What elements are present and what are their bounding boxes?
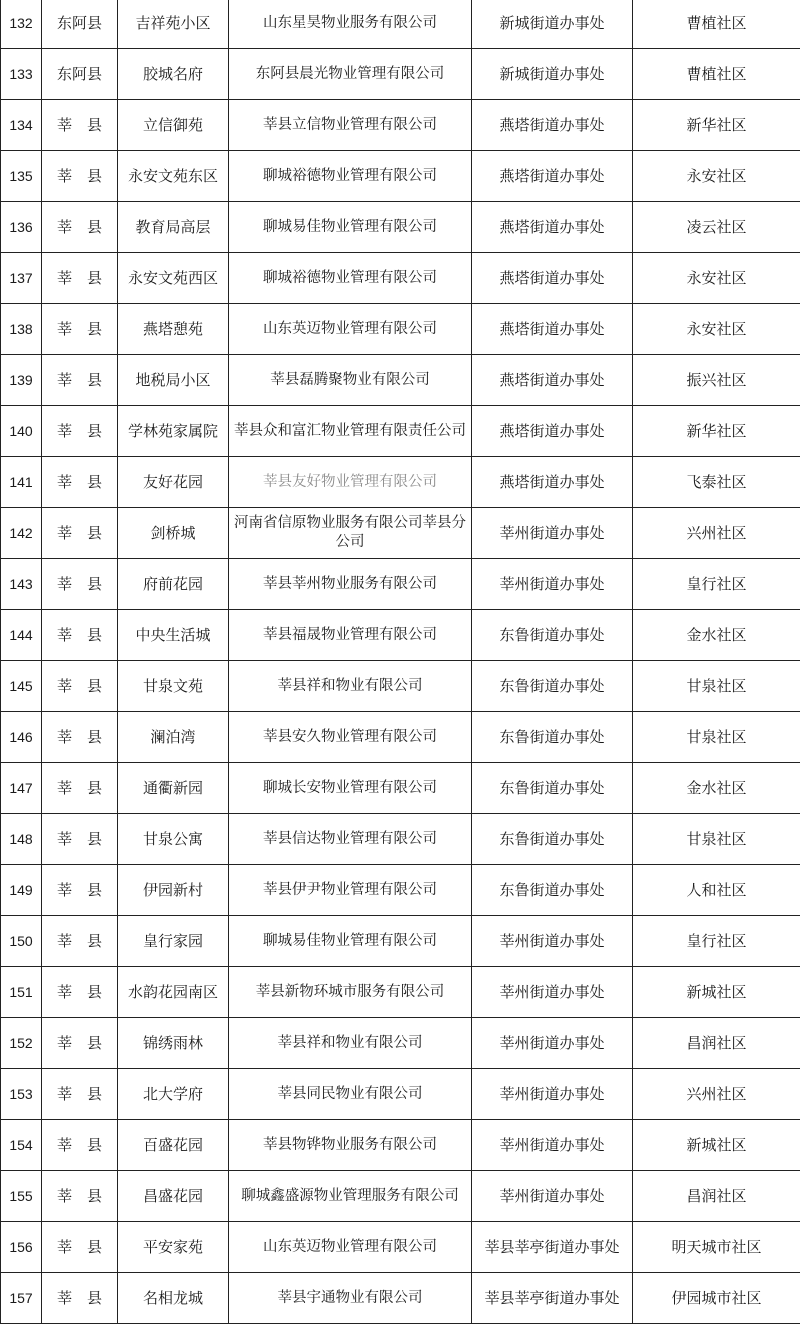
community-name-cell: 学林苑家属院	[118, 406, 229, 457]
table-row	[1, 712, 800, 763]
street-office-cell: 燕塔街道办事处	[472, 406, 633, 457]
community-name-cell: 水韵花园南区	[118, 967, 229, 1018]
row-number-cell: 157	[1, 1273, 42, 1324]
county-cell: 莘 县	[42, 151, 118, 202]
row-number-cell: 148	[1, 814, 42, 865]
street-office-cell: 新城街道办事处	[472, 0, 633, 49]
street-office-cell: 东鲁街道办事处	[472, 865, 633, 916]
table-row	[1, 814, 800, 865]
county-cell: 莘 县	[42, 1018, 118, 1069]
community-name-cell: 甘泉公寓	[118, 814, 229, 865]
row-number-cell: 149	[1, 865, 42, 916]
county-cell: 莘 县	[42, 814, 118, 865]
property-company-cell: 山东英迈物业管理有限公司	[229, 304, 472, 355]
county-cell: 莘 县	[42, 202, 118, 253]
property-company-cell: 河南省信原物业服务有限公司莘县分公司	[229, 508, 472, 559]
row-number-cell: 133	[1, 49, 42, 100]
street-office-cell: 莘州街道办事处	[472, 916, 633, 967]
row-number-cell: 135	[1, 151, 42, 202]
county-cell: 莘 县	[42, 1171, 118, 1222]
neighborhood-community-cell: 凌云社区	[633, 202, 800, 253]
table-row	[1, 1120, 800, 1171]
property-company-cell: 莘县磊腾聚物业有限公司	[229, 355, 472, 406]
property-company-cell: 山东星昊物业服务有限公司	[229, 0, 472, 49]
property-company-cell: 聊城长安物业管理有限公司	[229, 763, 472, 814]
table-row	[1, 0, 800, 49]
street-office-cell: 莘州街道办事处	[472, 1171, 633, 1222]
community-name-cell: 澜泊湾	[118, 712, 229, 763]
street-office-cell: 莘州街道办事处	[472, 508, 633, 559]
community-name-cell: 地税局小区	[118, 355, 229, 406]
property-company-cell: 莘县新物环城市服务有限公司	[229, 967, 472, 1018]
table-row	[1, 355, 800, 406]
community-name-cell: 名相龙城	[118, 1273, 229, 1324]
neighborhood-community-cell: 新城社区	[633, 967, 800, 1018]
property-company-cell: 莘县众和富汇物业管理有限责任公司	[229, 406, 472, 457]
neighborhood-community-cell: 皇行社区	[633, 916, 800, 967]
community-name-cell: 教育局高层	[118, 202, 229, 253]
community-name-cell: 平安家苑	[118, 1222, 229, 1273]
property-company-cell: 莘县信达物业管理有限公司	[229, 814, 472, 865]
row-number-cell: 136	[1, 202, 42, 253]
community-name-cell: 皇行家园	[118, 916, 229, 967]
table-row	[1, 916, 800, 967]
street-office-cell: 燕塔街道办事处	[472, 253, 633, 304]
county-cell: 莘 县	[42, 610, 118, 661]
neighborhood-community-cell: 金水社区	[633, 763, 800, 814]
property-company-cell: 莘县祥和物业有限公司	[229, 1018, 472, 1069]
property-company-cell: 莘县同民物业有限公司	[229, 1069, 472, 1120]
community-name-cell: 剑桥城	[118, 508, 229, 559]
table-row	[1, 406, 800, 457]
county-cell: 莘 县	[42, 1222, 118, 1273]
property-company-cell: 聊城易佳物业管理有限公司	[229, 202, 472, 253]
row-number-cell: 146	[1, 712, 42, 763]
county-cell: 莘 县	[42, 1120, 118, 1171]
neighborhood-community-cell: 皇行社区	[633, 559, 800, 610]
county-cell: 莘 县	[42, 304, 118, 355]
table-row	[1, 202, 800, 253]
street-office-cell: 东鲁街道办事处	[472, 763, 633, 814]
row-number-cell: 155	[1, 1171, 42, 1222]
table-row	[1, 1018, 800, 1069]
street-office-cell: 莘州街道办事处	[472, 1018, 633, 1069]
neighborhood-community-cell: 兴州社区	[633, 508, 800, 559]
neighborhood-community-cell: 伊园城市社区	[633, 1273, 800, 1324]
neighborhood-community-cell: 甘泉社区	[633, 712, 800, 763]
property-company-cell: 东阿县晨光物业管理有限公司	[229, 49, 472, 100]
row-number-cell: 147	[1, 763, 42, 814]
street-office-cell: 东鲁街道办事处	[472, 610, 633, 661]
row-number-cell: 142	[1, 508, 42, 559]
table-row	[1, 1273, 800, 1324]
county-cell: 莘 县	[42, 100, 118, 151]
community-name-cell: 甘泉文苑	[118, 661, 229, 712]
property-company-cell: 聊城裕德物业管理有限公司	[229, 151, 472, 202]
street-office-cell: 莘县莘亭街道办事处	[472, 1273, 633, 1324]
row-number-cell: 143	[1, 559, 42, 610]
neighborhood-community-cell: 永安社区	[633, 304, 800, 355]
property-company-cell: 莘县安久物业管理有限公司	[229, 712, 472, 763]
community-name-cell: 锦绣雨林	[118, 1018, 229, 1069]
community-name-cell: 永安文苑东区	[118, 151, 229, 202]
county-cell: 东阿县	[42, 0, 118, 49]
street-office-cell: 新城街道办事处	[472, 49, 633, 100]
table-row	[1, 1171, 800, 1222]
street-office-cell: 莘州街道办事处	[472, 967, 633, 1018]
property-company-cell: 莘县立信物业管理有限公司	[229, 100, 472, 151]
neighborhood-community-cell: 新华社区	[633, 100, 800, 151]
property-company-cell: 聊城易佳物业管理有限公司	[229, 916, 472, 967]
row-number-cell: 152	[1, 1018, 42, 1069]
street-office-cell: 莘州街道办事处	[472, 559, 633, 610]
table-body	[1, 0, 800, 1324]
neighborhood-community-cell: 金水社区	[633, 610, 800, 661]
table-row	[1, 304, 800, 355]
community-name-cell: 百盛花园	[118, 1120, 229, 1171]
community-name-cell: 伊园新村	[118, 865, 229, 916]
row-number-cell: 140	[1, 406, 42, 457]
community-name-cell: 通衢新园	[118, 763, 229, 814]
community-name-cell: 吉祥苑小区	[118, 0, 229, 49]
property-company-cell: 莘县福晟物业管理有限公司	[229, 610, 472, 661]
property-company-cell: 莘县祥和物业有限公司	[229, 661, 472, 712]
property-company-cell: 聊城鑫盛源物业管理服务有限公司	[229, 1171, 472, 1222]
community-name-cell: 中央生活城	[118, 610, 229, 661]
row-number-cell: 144	[1, 610, 42, 661]
county-cell: 莘 县	[42, 865, 118, 916]
neighborhood-community-cell: 飞泰社区	[633, 457, 800, 508]
street-office-cell: 东鲁街道办事处	[472, 712, 633, 763]
community-name-cell: 北大学府	[118, 1069, 229, 1120]
row-number-cell: 150	[1, 916, 42, 967]
property-company-cell: 莘县伊尹物业管理有限公司	[229, 865, 472, 916]
neighborhood-community-cell: 人和社区	[633, 865, 800, 916]
property-company-cell: 莘县莘州物业服务有限公司	[229, 559, 472, 610]
neighborhood-community-cell: 永安社区	[633, 253, 800, 304]
community-name-cell: 昌盛花园	[118, 1171, 229, 1222]
county-cell: 莘 县	[42, 406, 118, 457]
county-cell: 莘 县	[42, 916, 118, 967]
neighborhood-community-cell: 明天城市社区	[633, 1222, 800, 1273]
row-number-cell: 141	[1, 457, 42, 508]
county-cell: 莘 县	[42, 661, 118, 712]
property-company-cell: 莘县宇通物业有限公司	[229, 1273, 472, 1324]
street-office-cell: 燕塔街道办事处	[472, 355, 633, 406]
neighborhood-community-cell: 永安社区	[633, 151, 800, 202]
property-company-cell: 莘县友好物业管理有限公司	[229, 457, 472, 508]
property-company-cell: 莘县物铧物业服务有限公司	[229, 1120, 472, 1171]
table-row	[1, 1222, 800, 1273]
table-row	[1, 610, 800, 661]
community-name-cell: 立信御苑	[118, 100, 229, 151]
neighborhood-community-cell: 甘泉社区	[633, 661, 800, 712]
neighborhood-community-cell: 振兴社区	[633, 355, 800, 406]
street-office-cell: 燕塔街道办事处	[472, 151, 633, 202]
county-cell: 莘 县	[42, 763, 118, 814]
street-office-cell: 燕塔街道办事处	[472, 202, 633, 253]
table-row	[1, 1069, 800, 1120]
county-cell: 莘 县	[42, 253, 118, 304]
street-office-cell: 燕塔街道办事处	[472, 457, 633, 508]
neighborhood-community-cell: 曹植社区	[633, 49, 800, 100]
table-row	[1, 49, 800, 100]
table-row	[1, 100, 800, 151]
community-name-cell: 府前花园	[118, 559, 229, 610]
table-row	[1, 253, 800, 304]
county-cell: 东阿县	[42, 49, 118, 100]
community-name-cell: 永安文苑西区	[118, 253, 229, 304]
neighborhood-community-cell: 曹植社区	[633, 0, 800, 49]
property-company-cell: 聊城裕德物业管理有限公司	[229, 253, 472, 304]
street-office-cell: 莘州街道办事处	[472, 1069, 633, 1120]
neighborhood-community-cell: 昌润社区	[633, 1171, 800, 1222]
county-cell: 莘 县	[42, 559, 118, 610]
table-row	[1, 508, 800, 559]
row-number-cell: 156	[1, 1222, 42, 1273]
street-office-cell: 东鲁街道办事处	[472, 814, 633, 865]
county-cell: 莘 县	[42, 355, 118, 406]
property-company-cell: 山东英迈物业管理有限公司	[229, 1222, 472, 1273]
neighborhood-community-cell: 新华社区	[633, 406, 800, 457]
row-number-cell: 153	[1, 1069, 42, 1120]
row-number-cell: 132	[1, 0, 42, 49]
row-number-cell: 145	[1, 661, 42, 712]
neighborhood-community-cell: 昌润社区	[633, 1018, 800, 1069]
street-office-cell: 燕塔街道办事处	[472, 100, 633, 151]
county-cell: 莘 县	[42, 508, 118, 559]
row-number-cell: 138	[1, 304, 42, 355]
table-row	[1, 151, 800, 202]
street-office-cell: 莘县莘亭街道办事处	[472, 1222, 633, 1273]
table-row	[1, 559, 800, 610]
street-office-cell: 莘州街道办事处	[472, 1120, 633, 1171]
table-row	[1, 967, 800, 1018]
table-row	[1, 661, 800, 712]
row-number-cell: 134	[1, 100, 42, 151]
row-number-cell: 154	[1, 1120, 42, 1171]
street-office-cell: 燕塔街道办事处	[472, 304, 633, 355]
county-cell: 莘 县	[42, 1069, 118, 1120]
neighborhood-community-cell: 新城社区	[633, 1120, 800, 1171]
row-number-cell: 137	[1, 253, 42, 304]
street-office-cell: 东鲁街道办事处	[472, 661, 633, 712]
county-cell: 莘 县	[42, 712, 118, 763]
county-cell: 莘 县	[42, 1273, 118, 1324]
community-name-cell: 友好花园	[118, 457, 229, 508]
community-name-cell: 胶城名府	[118, 49, 229, 100]
table-row	[1, 763, 800, 814]
neighborhood-community-cell: 甘泉社区	[633, 814, 800, 865]
county-cell: 莘 县	[42, 967, 118, 1018]
county-cell: 莘 县	[42, 457, 118, 508]
neighborhood-community-cell: 兴州社区	[633, 1069, 800, 1120]
community-name-cell: 燕塔憩苑	[118, 304, 229, 355]
table-row	[1, 457, 800, 508]
row-number-cell: 151	[1, 967, 42, 1018]
table-row	[1, 865, 800, 916]
row-number-cell: 139	[1, 355, 42, 406]
